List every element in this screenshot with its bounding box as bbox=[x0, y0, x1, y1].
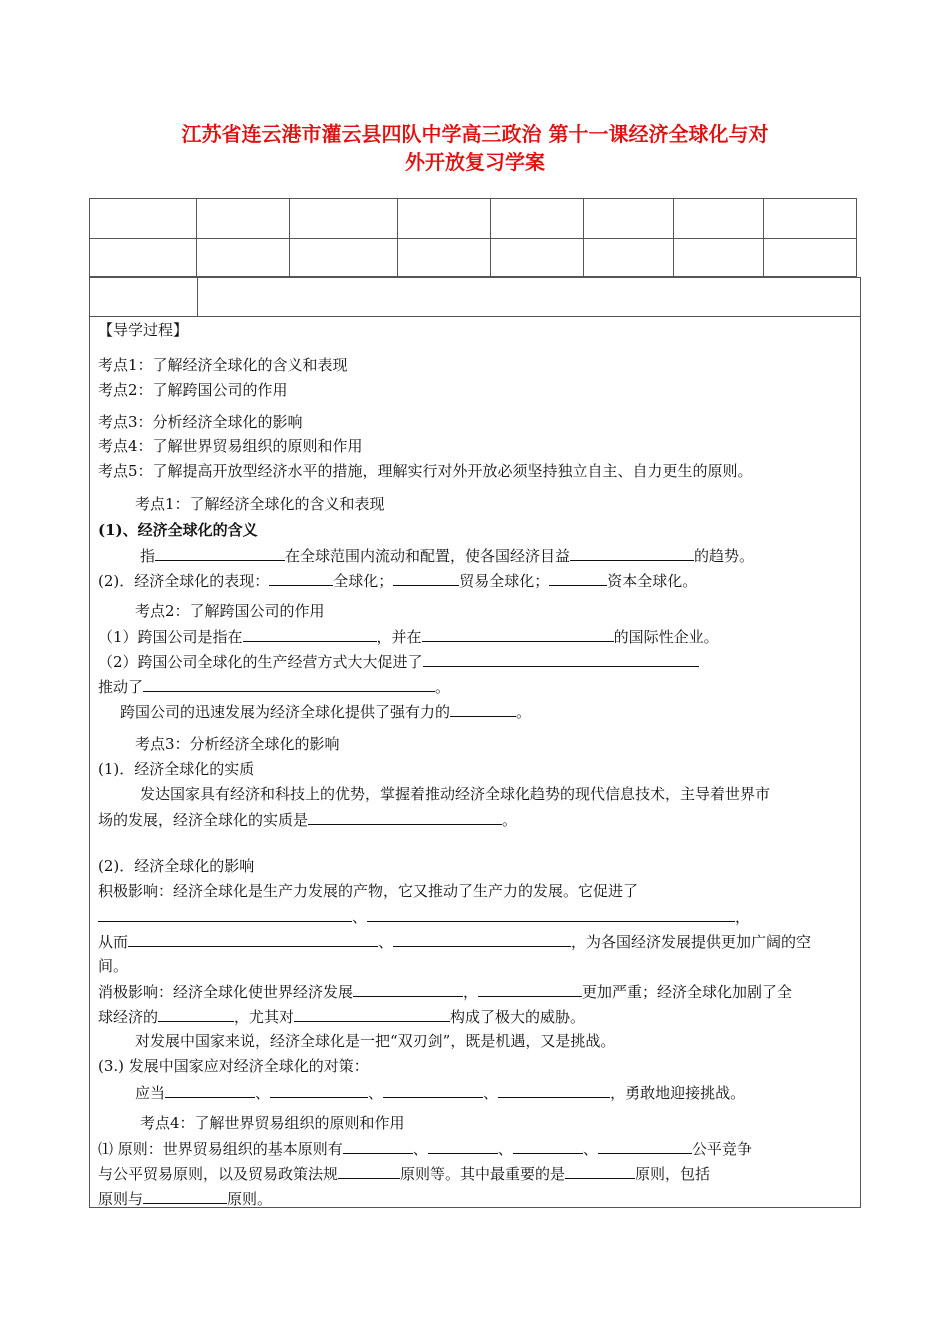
text: 。 bbox=[502, 811, 518, 829]
k2-heading: 考点2：了解跨国公司的作用 bbox=[135, 602, 325, 620]
k3-sub3: (3.) 发展中国家应对经济全球化的对策： bbox=[98, 1057, 369, 1075]
k1-sub1: (1)、经济全球化的含义 bbox=[98, 521, 258, 539]
text: 应当 bbox=[135, 1084, 166, 1102]
blank[interactable] bbox=[308, 809, 502, 825]
blank[interactable] bbox=[165, 1082, 255, 1098]
document-title bbox=[0, 120, 950, 176]
text: 资本全球化。 bbox=[607, 572, 698, 590]
objective-4: 考点4：了解世界贸易组织的原则和作用 bbox=[98, 437, 363, 455]
text: 在全球范围内流动和配置，使各国经济目益 bbox=[285, 547, 571, 565]
grid-cell bbox=[491, 239, 584, 277]
blank[interactable] bbox=[423, 651, 699, 667]
text: ， bbox=[463, 983, 479, 1001]
k3-sub1: (1)．经济全球化的实质 bbox=[98, 760, 255, 778]
grid-cell bbox=[398, 199, 491, 239]
text: 跨国公司的迅速发展为经济全球化提供了强有力的 bbox=[120, 703, 451, 721]
blank[interactable] bbox=[478, 981, 582, 997]
grid-cell bbox=[398, 239, 491, 277]
k1-line-a bbox=[140, 545, 754, 566]
text: 公平竞争 bbox=[691, 1140, 752, 1158]
grid-cell bbox=[584, 239, 674, 277]
text: 全球化； bbox=[333, 572, 394, 590]
blank[interactable] bbox=[549, 570, 607, 586]
k4-line-3 bbox=[98, 1188, 272, 1209]
k2-line-1 bbox=[98, 626, 719, 647]
text: 构成了极大的威胁。 bbox=[450, 1008, 586, 1026]
blank[interactable] bbox=[422, 626, 614, 642]
k3-positive-2 bbox=[98, 906, 750, 927]
text: 原则等。其中最重要的是 bbox=[400, 1165, 566, 1183]
grid-cell bbox=[674, 199, 764, 239]
content-box bbox=[89, 277, 861, 1208]
grid-cell bbox=[198, 278, 860, 317]
k1-line-b bbox=[98, 570, 697, 591]
blank[interactable] bbox=[269, 570, 333, 586]
text: ，并在 bbox=[376, 628, 422, 646]
k3-positive-4: 间。 bbox=[98, 957, 129, 975]
text: 原则与 bbox=[98, 1190, 144, 1208]
blank[interactable] bbox=[128, 931, 378, 947]
text: 原则。 bbox=[227, 1190, 273, 1208]
k1-heading: 考点1：了解经济全球化的含义和表现 bbox=[135, 495, 385, 513]
grid-cell bbox=[764, 239, 857, 277]
text: ， bbox=[735, 908, 751, 926]
text: （1）跨国公司是指在 bbox=[98, 628, 243, 646]
text: 、 bbox=[352, 908, 368, 926]
grid-cell bbox=[90, 278, 198, 317]
text: 、 bbox=[497, 1140, 513, 1158]
k3-heading: 考点3：分析经济全球化的影响 bbox=[135, 735, 340, 753]
text: ，尤其对 bbox=[234, 1008, 295, 1026]
text: 。 bbox=[516, 703, 532, 721]
blank[interactable] bbox=[353, 981, 463, 997]
k3-negative-1 bbox=[98, 981, 792, 1002]
k3-positive-3 bbox=[98, 931, 811, 952]
objective-5: 考点5：了解提高开放型经济水平的措施，理解实行对外开放必须坚持独立自主、自力更生的原则。 bbox=[98, 462, 753, 480]
header-grid bbox=[89, 198, 857, 277]
blank[interactable] bbox=[598, 1138, 692, 1154]
grid-cell bbox=[491, 199, 584, 239]
blank[interactable] bbox=[498, 1082, 610, 1098]
k3-double-edged: 对发展中国家来说，经济全球化是一把“双刃剑”，既是机遇，又是挑战。 bbox=[135, 1032, 616, 1050]
text: 的国际性企业。 bbox=[613, 628, 719, 646]
k3-positive-1: 积极影响：经济全球化是生产力发展的产物，它又推动了生产力的发展。它促进了 bbox=[98, 882, 639, 900]
blank[interactable] bbox=[98, 906, 352, 922]
text: 与公平贸易原则，以及贸易政策法规 bbox=[98, 1165, 339, 1183]
text: 推动了 bbox=[98, 678, 144, 696]
blank[interactable] bbox=[155, 545, 285, 561]
blank[interactable] bbox=[270, 1082, 368, 1098]
k2-line-4 bbox=[120, 701, 531, 722]
text: ，勇敢地迎接挑战。 bbox=[610, 1084, 746, 1102]
title-line-1: 江苏省连云港市灌云县四队中学高三政治 第十一课经济全球化与对 bbox=[181, 122, 769, 146]
text: (2)．经济全球化的表现： bbox=[98, 572, 270, 590]
text: 消极影响：经济全球化使世界经济发展 bbox=[98, 983, 354, 1001]
text: 指 bbox=[140, 547, 156, 565]
grid-cell bbox=[90, 199, 197, 239]
text: 贸易全球化； bbox=[459, 572, 550, 590]
blank[interactable] bbox=[243, 626, 377, 642]
grid-cell bbox=[764, 199, 857, 239]
grid-cell bbox=[197, 239, 290, 277]
blank[interactable] bbox=[343, 1138, 413, 1154]
objective-3: 考点3：分析经济全球化的影响 bbox=[98, 413, 303, 431]
text: 、 bbox=[378, 933, 394, 951]
grid-cell bbox=[584, 199, 674, 239]
text: 。 bbox=[435, 678, 451, 696]
text: 场的发展，经济全球化的实质是 bbox=[98, 811, 309, 829]
blank[interactable] bbox=[393, 931, 571, 947]
k4-heading: 考点4：了解世界贸易组织的原则和作用 bbox=[140, 1114, 405, 1132]
text: 原则，包括 bbox=[635, 1165, 711, 1183]
k3-sub2: (2)．经济全球化的影响 bbox=[98, 857, 255, 875]
blank[interactable] bbox=[367, 906, 735, 922]
k4-line-2 bbox=[98, 1163, 710, 1184]
text: 、 bbox=[255, 1084, 271, 1102]
grid-cell bbox=[197, 199, 290, 239]
k3-negative-2 bbox=[98, 1006, 585, 1027]
text: 球经济的 bbox=[98, 1008, 159, 1026]
blank[interactable] bbox=[143, 1188, 227, 1204]
text: ，为各国经济发展提供更加广阔的空 bbox=[571, 933, 812, 951]
k4-line-1 bbox=[98, 1138, 752, 1159]
text: 的趋势。 bbox=[694, 547, 755, 565]
blank[interactable] bbox=[338, 1163, 400, 1179]
blank[interactable] bbox=[294, 1006, 450, 1022]
title-line-2: 外开放复习学案 bbox=[405, 150, 545, 174]
text: 更加严重；经济全球化加剧了全 bbox=[582, 983, 793, 1001]
k3-para-1: 发达国家具有经济和科技上的优势，掌握着推动经济全球化趋势的现代信息技术，主导着世界市 bbox=[140, 785, 771, 803]
objective-2: 考点2：了解跨国公司的作用 bbox=[98, 381, 288, 399]
blank[interactable] bbox=[393, 570, 459, 586]
grid-cell bbox=[90, 239, 197, 277]
text: 、 bbox=[582, 1140, 598, 1158]
blank[interactable] bbox=[428, 1138, 498, 1154]
blank[interactable] bbox=[450, 701, 516, 717]
text: 从而 bbox=[98, 933, 129, 951]
blank[interactable] bbox=[383, 1082, 483, 1098]
k2-line-3 bbox=[98, 676, 450, 697]
k3-para-2 bbox=[98, 809, 517, 830]
k3-countermeasures bbox=[135, 1082, 745, 1103]
section-header: 【导学过程】 bbox=[98, 321, 189, 339]
objective-1: 考点1：了解经济全球化的含义和表现 bbox=[98, 356, 348, 374]
blank[interactable] bbox=[143, 676, 435, 692]
blank[interactable] bbox=[158, 1006, 234, 1022]
blank[interactable] bbox=[513, 1138, 583, 1154]
text: 、 bbox=[483, 1084, 499, 1102]
text: ⑴ 原则：世界贸易组织的基本原则有 bbox=[98, 1140, 343, 1158]
grid-cell bbox=[674, 239, 764, 277]
grid-cell bbox=[290, 199, 398, 239]
text: （2）跨国公司全球化的生产经营方式大大促进了 bbox=[98, 653, 423, 671]
text: 、 bbox=[412, 1140, 428, 1158]
blank[interactable] bbox=[570, 545, 694, 561]
blank[interactable] bbox=[565, 1163, 635, 1179]
grid-cell bbox=[290, 239, 398, 277]
k2-line-2 bbox=[98, 651, 699, 672]
text: 、 bbox=[368, 1084, 384, 1102]
